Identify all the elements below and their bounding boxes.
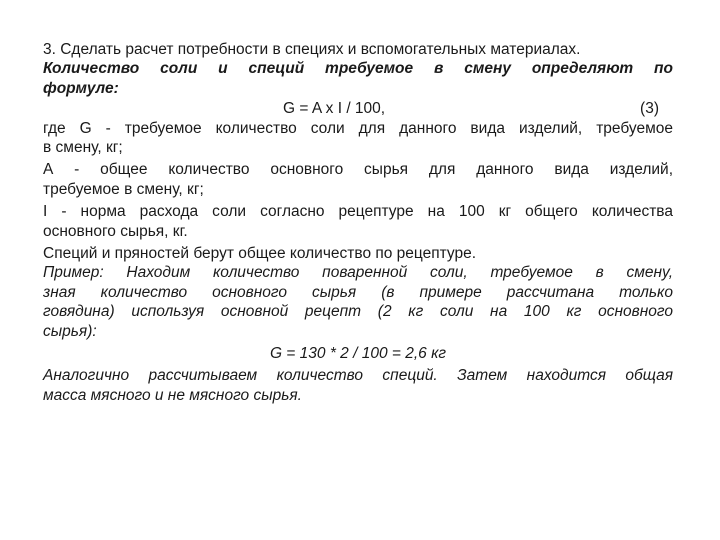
definition-i-line-2: основного сырья, кг. — [43, 222, 188, 240]
definition-g-line-2: в смену, кг; — [43, 139, 123, 157]
intro-line-1: Количество соли и специй требуемое в смену определяют по — [43, 60, 673, 78]
example-line-4: сырья): — [43, 322, 97, 340]
definition-a-line-1: А - общее количество основного сырья для данного вида изделий, — [43, 161, 673, 179]
formula-row — [43, 99, 673, 118]
formula-number: (3) — [640, 100, 659, 118]
example-line-1: Пример: Находим количество поваренной соли, требуемое в смену, — [43, 264, 673, 282]
spices-note: Специй и пряностей берут общее количество по рецептуре. — [43, 245, 477, 263]
definition-i-line-1: I - норма расхода соли согласно рецептуре на 100 кг общего количества — [43, 203, 673, 221]
document-body — [43, 40, 673, 405]
conclusion-line-1: Аналогично рассчитываем количество специй. Затем находится общая — [43, 367, 673, 385]
formula: G = A x I / 100, — [283, 100, 386, 118]
intro-line-2: формуле: — [43, 79, 119, 97]
definition-g-line-1: где G - требуемое количество соли для данного вида изделий, требуемое — [43, 119, 673, 137]
definition-a-line-2: требуемое в смену, кг; — [43, 180, 204, 198]
example-line-2: зная количество основного сырья (в примере рассчитана только — [43, 283, 673, 301]
conclusion-line-2: масса мясного и не мясного сырья. — [43, 386, 302, 404]
example-calculation: G = 130 * 2 / 100 = 2,6 кг — [269, 345, 447, 363]
example-line-3: говядина) используя основной рецепт (2 кг соли на 100 кг основного — [43, 303, 673, 321]
section-heading: 3. Сделать расчет потребности в специях и вспомогательных материалах. — [43, 41, 581, 58]
